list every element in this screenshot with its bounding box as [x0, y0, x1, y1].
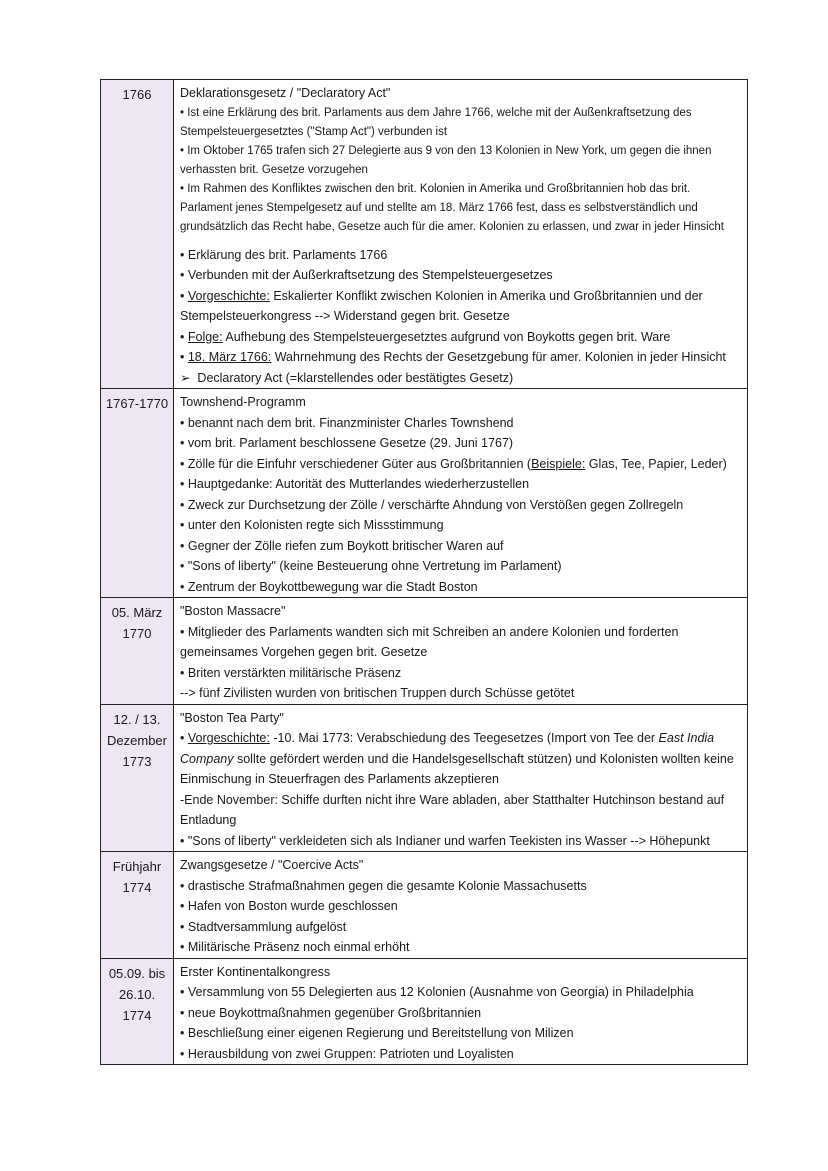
item-text: Zölle für die Einfuhr verschiedener Güter aus Großbritannien ( — [187, 456, 532, 471]
row-title: "Boston Tea Party" — [180, 710, 284, 725]
table-row — [101, 598, 748, 705]
row-date: 1767-1770 — [105, 396, 169, 411]
underlined-label: 18. März 1766: — [187, 350, 272, 364]
timeline-table — [100, 79, 748, 1065]
list-item — [180, 327, 743, 348]
list-item: • Versammlung von 55 Delegierten aus 12 Kolonien (Ausnahme von Georgia) in Philadelphia — [180, 982, 743, 1003]
row-title: Townshend-Programm — [180, 395, 306, 409]
date-cell — [101, 958, 174, 1065]
list-item: • Zentrum der Boykottbewegung war die Stadt Boston — [180, 577, 743, 598]
item-text: sollte gefördert werden und die Handelsgesellschaft stützen) und Kolonisten wollten keine Einmischung in Steuerfragen des Parlaments akzeptieren — [180, 751, 734, 786]
content-cell — [174, 389, 748, 598]
row-title: "Boston Massacre" — [180, 604, 286, 618]
list-item: • unter den Kolonisten regte sich Missstimmung — [180, 515, 743, 536]
row-date: Frühjahr 1774 — [112, 859, 162, 895]
italic-text: East India Company — [180, 731, 715, 766]
list-item — [180, 286, 743, 327]
date-cell — [101, 704, 174, 852]
list-item: • Ist eine Erklärung des brit. Parlaments aus dem Jahre 1766, welche mit der Außenkraftsetzung des Stempelsteuergesetztes ("Stamp Act") verbunden ist — [180, 104, 743, 142]
item-text: Wahrnehmung des Rechts der Gesetzgebung für amer. Kolonien in jeder Hinsicht — [271, 350, 726, 364]
list-item: • vom brit. Parlament beschlossene Gesetze (29. Juni 1767) — [180, 433, 743, 454]
underlined-label: Vorgeschichte: — [187, 288, 270, 303]
list-item: • Verbunden mit der Außerkraftsetzung des Stempelsteuergesetzes — [180, 265, 743, 286]
row-date: 12. / 13. Dezember 1773 — [107, 711, 167, 769]
row-date: 05. März 1770 — [111, 605, 163, 641]
date-cell — [101, 598, 174, 705]
list-item: --> fünf Zivilisten wurden von britischen Truppen durch Schüsse getötet — [180, 686, 575, 700]
list-item: • benannt nach dem brit. Finanzminister Charles Townshend — [180, 413, 743, 434]
item-text: Glas, Tee, Papier, Leder) — [585, 456, 727, 471]
row-title: Erster Kontinentalkongress — [180, 964, 331, 979]
date-cell — [101, 852, 174, 959]
item-text: Eskalierter Konflikt zwischen Kolonien in Amerika und Großbritannien und der Stempelsteuerkongress --> Widerstand gegen brit. Gesetze — [180, 288, 703, 323]
item-text: Aufhebung des Stempelsteuergesetztes aufgrund von Boykotts gegen brit. Ware — [222, 329, 671, 344]
list-item: • Gegner der Zölle riefen zum Boykott britischer Waren auf — [180, 536, 743, 557]
list-item: -Ende November: Schiffe durften nicht ihre Ware abladen, aber Statthalter Hutchinson bestand auf Entladung — [180, 792, 725, 827]
item-text: -10. Mai 1773: Verabschiedung des Teegesetzes (Import von Tee der — [269, 731, 659, 745]
content-cell — [174, 852, 748, 959]
list-item — [180, 728, 743, 790]
underlined-label: Vorgeschichte: — [187, 731, 270, 745]
content-cell — [174, 958, 748, 1065]
underlined-label: Beispiele: — [531, 456, 586, 471]
content-cell — [174, 598, 748, 705]
row-title: Deklarationsgesetz / "Declaratory Act" — [180, 86, 391, 100]
document-page — [100, 79, 748, 1065]
list-item: • Hauptgedanke: Autorität des Mutterlandes wiederherzustellen — [180, 474, 743, 495]
table-row — [101, 958, 748, 1065]
list-item: • Briten verstärkten militärische Präsenz — [180, 663, 743, 684]
list-item: • Beschließung einer eigenen Regierung und Bereitstellung von Milizen — [180, 1023, 743, 1044]
table-row — [101, 389, 748, 598]
list-item: • Erklärung des brit. Parlaments 1766 — [180, 245, 743, 266]
row-date: 1766 — [122, 87, 152, 102]
content-cell — [174, 80, 748, 389]
table-row — [101, 80, 748, 389]
list-item: • "Sons of liberty" verkleideten sich als Indianer und warfen Teekisten ins Wasser --> Höhepunkt — [180, 831, 743, 852]
list-item: • Stadtversammlung aufgelöst — [180, 917, 743, 938]
list-item: • neue Boykottmaßnahmen gegenüber Großbritannien — [180, 1003, 743, 1024]
list-item: • Mitglieder des Parlaments wandten sich mit Schreiben an andere Kolonien und forderten gemeinsames Vorgehen gegen brit. Gesetze — [180, 622, 743, 663]
table-row — [101, 704, 748, 852]
underlined-label: Folge: — [187, 329, 223, 344]
date-cell — [101, 389, 174, 598]
content-cell — [174, 704, 748, 852]
list-item: ➢ Declaratory Act (=klarstellendes oder bestätigtes Gesetz) — [180, 368, 743, 389]
list-item: • drastische Strafmaßnahmen gegen die gesamte Kolonie Massachusetts — [180, 876, 743, 897]
list-item — [180, 347, 743, 368]
table-row — [101, 852, 748, 959]
row-title: Zwangsgesetze / "Coercive Acts" — [180, 858, 364, 872]
row-date: 05.09. bis 26.10. 1774 — [108, 965, 166, 1023]
list-item: • "Sons of liberty" (keine Besteuerung ohne Vertretung im Parlament) — [180, 556, 743, 577]
list-item: • Hafen von Boston wurde geschlossen — [180, 896, 743, 917]
list-item: • Herausbildung von zwei Gruppen: Patrioten und Loyalisten — [180, 1044, 743, 1065]
date-cell — [101, 80, 174, 389]
list-item: • Zweck zur Durchsetzung der Zölle / verschärfte Ahndung von Verstößen gegen Zollregeln — [180, 495, 743, 516]
list-item: • Im Rahmen des Konfliktes zwischen den brit. Kolonien in Amerika und Großbritannien hob das brit. Parlament jenes Stempelgesetz auf und stellte am 18. März 1766 fest, dass es selbstverständlich und grundsätzlich das Recht habe, Gesetze auch für die amer. Kolonien zu erlassen, und zwar in jeder Hinsicht — [180, 180, 743, 237]
list-item — [180, 454, 743, 475]
list-item: • Im Oktober 1765 trafen sich 27 Delegierte aus 9 von den 13 Kolonien in New York, um gegen die ihnen verhassten brit. Gesetze vorzugehen — [180, 142, 743, 180]
list-item: • Militärische Präsenz noch einmal erhöht — [180, 937, 743, 958]
